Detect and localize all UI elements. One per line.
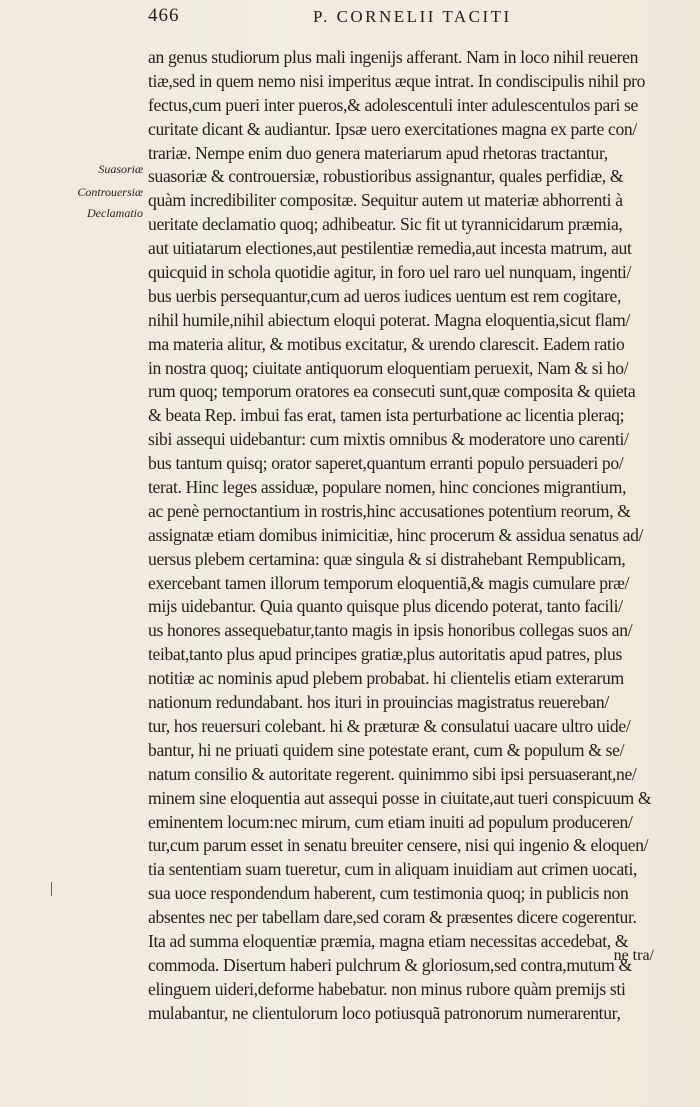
text-line: mulabantur, ne clientulorum loco potiusquã patronorum numerarentur, — [148, 1002, 621, 1023]
page-number: 466 — [148, 5, 180, 26]
running-head: P. CORNELII TACITI — [313, 7, 512, 26]
text-line: bus tantum quisq; orator saperet,quantum erranti populo persuaderi po/ — [148, 453, 624, 474]
page-header — [145, 0, 665, 34]
text-line: bantur, hi ne priuati quidem sine potestate erant, cum & populum & se/ — [148, 739, 625, 760]
text-line: in nostra quoq; ciuitate antiquorum eloquentiam peruexit, Nam & si ho/ — [148, 357, 629, 378]
catchword: ne tra/ — [613, 947, 654, 964]
text-line: Ita ad summa eloquentiæ præmia, magna etiam necessitas accedebat, & — [148, 930, 629, 951]
text-line: uersus plebem certamina: quæ singula & si distrahebant Rempublicam, — [148, 548, 626, 569]
margin-note: Controuersiæ — [77, 185, 143, 199]
text-line: tur,cum parum esset in senatu breuiter censere, nisi qui ingenio & eloquen/ — [148, 835, 649, 856]
text-line: natum consilio & autoritate regerent. quinimmo sibi ipsi persuaserant,ne/ — [148, 763, 637, 784]
margin-note: Declamatio — [87, 206, 143, 220]
body-text — [148, 46, 668, 1026]
text-line: tia sententiam suam tueretur, cum in aliquam inuidiam aut crimen uocati, — [148, 859, 638, 880]
text-line: quàm incredibiliter compositæ. Sequitur autem ut materiæ abhorrenti à — [148, 190, 623, 211]
text-line: quicquid in schola quotidie agitur, in foro uel raro uel nunquam, ingenti/ — [148, 262, 632, 283]
text-line: rum quoq; temporum oratores ea consecuti sunt,quæ composita & quieta — [148, 381, 636, 402]
text-line: nihil humile,nihil abiectum eloqui poterat. Magna eloquentia,sicut flam/ — [148, 309, 630, 330]
text-line: notitiæ ac nominis apud plebem probabat. hi clientelis etiam exterarum — [148, 668, 624, 689]
text-line: terat. Hinc leges assiduæ, populare nomen, hinc conciones migrantium, — [148, 477, 627, 498]
text-line: tiæ,sed in quem nemo nisi imperitus æque intrat. In condiscipulis nihil pro — [148, 70, 646, 91]
text-line: sibi assequi uidebantur: cum mixtis omnibus & moderatore uno carenti/ — [148, 429, 629, 450]
text-line: fectus,cum pueri inter pueros,& adolescentuli inter adulescentulos pari se — [148, 94, 639, 115]
text-line: absentes nec per tabellam dare,sed coram & præsentes dicere cogerentur. — [148, 907, 637, 928]
text-line: trariæ. Nempe enim duo genera materiarum apud rhetoras tractantur, — [148, 142, 608, 163]
text-line: suasoriæ & controuersiæ, robustioribus assignantur, quales perfidiæ, & — [148, 166, 624, 187]
text-line: us honores assequebatur,tanto magis in ipsis honoribus collegas suos an/ — [148, 620, 633, 641]
text-line: nationum redundabant. hos ituri in prouincias magistratus reuereban/ — [148, 692, 609, 713]
text-line: ueritate declamatio quoq; adhibeatur. Sic fit ut tyrannicidarum præmia, — [148, 214, 623, 235]
text-line: elinguem uideri,deforme habebatur. non minus rubore quàm premijs sti — [148, 978, 626, 999]
text-line: & beata Rep. imbui fas erat, tamen ista perturbatione ac licentia pleraq; — [148, 405, 625, 426]
text-line: exercebant tamen illorum temporum eloquentiã,& magis cumulare præ/ — [148, 572, 630, 593]
text-line: mijs uidebantur. Quia quanto quisque plus dicendo poterat, tanto facili/ — [148, 596, 623, 617]
text-line: assignatæ etiam domibus inimicitiæ, hinc procerum & assidua senatus ad/ — [148, 524, 644, 545]
stray-ink-mark — [51, 882, 52, 896]
text-line: minem sine eloquentia aut assequi posse in ciuitate,aut tueri conspicuum & — [148, 787, 652, 808]
text-line: sua uoce respondendum haberent, cum testimonia quoq; in publicis non — [148, 883, 629, 904]
text-line: ma materia alitur, & motibus excitatur, & urendo clarescit. Eadem ratio — [148, 333, 625, 354]
text-line: teibat,tanto plus apud principes gratiæ,plus autoritatis apud patres, plus — [148, 644, 622, 665]
text-line: ac penè pernoctantium in rostris,hinc accusationes potentium reorum, & — [148, 500, 631, 521]
text-line: commoda. Disertum haberi pulchrum & gloriosum,sed contra,mutum & — [148, 954, 632, 975]
text-line: aut uitiatarum electiones,aut pestilentiæ remedia,aut incesta matrum, aut — [148, 238, 632, 259]
text-line: curitate dicant & audiantur. Ipsæ uero exercitationes magna ex parte con/ — [148, 118, 637, 139]
margin-note: Suasoriæ — [98, 162, 143, 176]
text-line: eminentem locum:nec mirum, cum etiam inuiti ad populum produceren/ — [148, 811, 633, 832]
text-line: bus uerbis persequantur,cum ad ueros iudices uentum est rem cogitare, — [148, 285, 621, 306]
text-line: tur, hos reuersuri colebant. hi & præturæ & consulatui uacare ultro uide/ — [148, 715, 631, 736]
text-line: an genus studiorum plus mali ingenijs afferant. Nam in loco nihil reueren — [148, 47, 639, 67]
